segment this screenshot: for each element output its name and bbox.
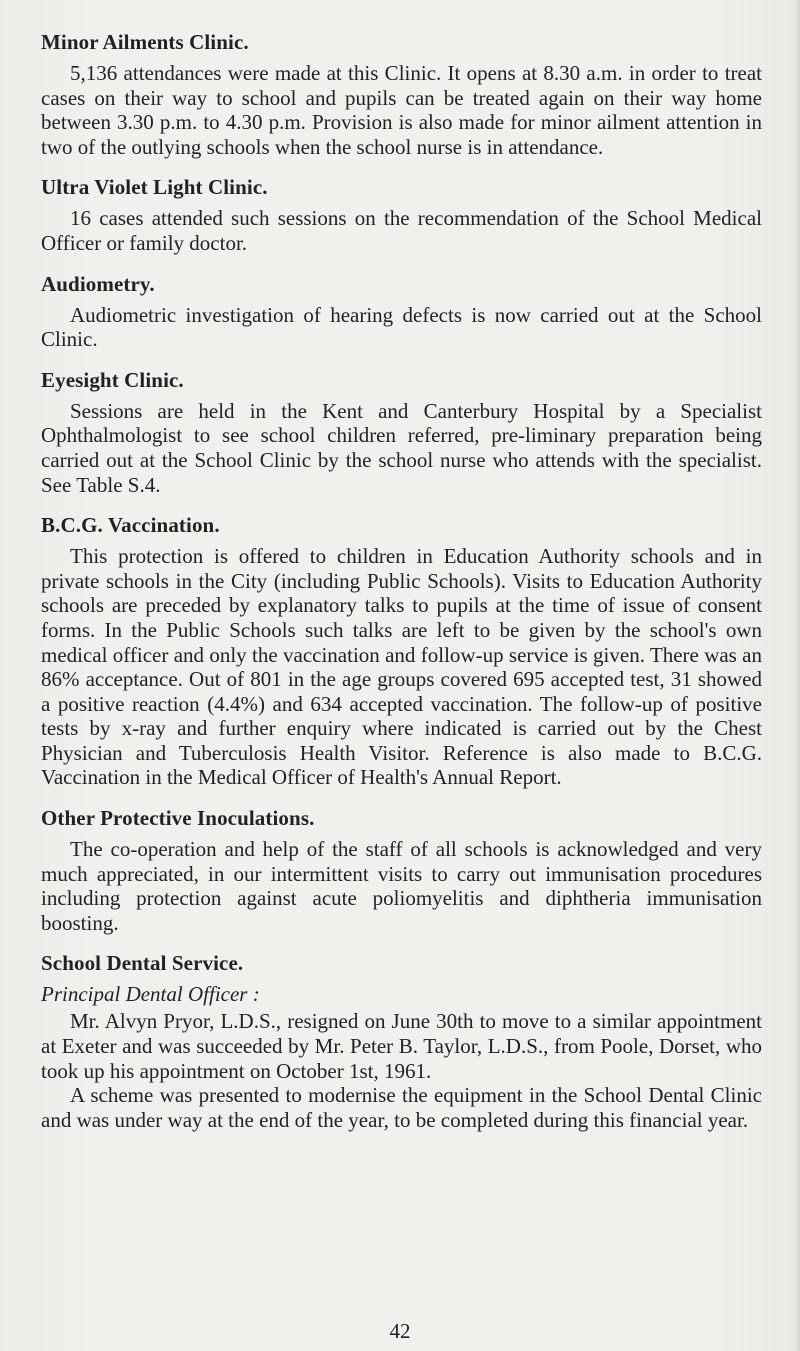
section-heading: B.C.G. Vaccination. [41, 513, 220, 538]
section-gap [41, 935, 762, 951]
section-gap [41, 497, 762, 513]
section-paragraph: 5,136 attendances were made at this Clinic. It opens at 8.30 a.m. in order to treat cases on their way to school and pupils can be treated again on their way home between 3.30 p.m. to 4.30 p.m. Provision is also made for minor ailment attention in two of the outlying schools when the school nurse is in attendance. [41, 61, 762, 159]
section-gap [41, 352, 762, 368]
section-paragraph: A scheme was presented to modernise the equipment in the School Dental Clinic and was under way at the end of the year, to be completed during this financial year. [41, 1083, 762, 1132]
section-paragraph: Audiometric investigation of hearing defects is now carried out at the School Clinic. [41, 302, 762, 352]
section-gap [41, 790, 762, 806]
page-edge-shadow [794, 0, 800, 1351]
section-minor-ailments-clinic [41, 30, 762, 159]
section-other-protective-inoculations [41, 806, 762, 935]
section-heading: Other Protective Inoculations. [41, 806, 315, 831]
section-heading: Audiometry. [41, 271, 155, 296]
page-number: 42 [389, 1319, 411, 1343]
section-gap [41, 256, 762, 272]
section-subheading: Principal Dental Officer : [41, 982, 260, 1007]
section-school-dental-service [41, 951, 762, 1132]
section-gap [41, 159, 762, 175]
section-paragraph: 16 cases attended such sessions on the recommendation of the School Medical Officer or family doctor. [41, 206, 762, 255]
section-ultra-violet-light-clinic [41, 175, 762, 255]
section-paragraph: Mr. Alvyn Pryor, L.D.S., resigned on June 30th to move to a similar appointment at Exeter and was succeeded by Mr. Peter B. Taylor, L.D.S., from Poole, Dorset, who took up his appointment on October 1st, 1961. [41, 1009, 762, 1083]
section-heading: School Dental Service. [41, 951, 244, 976]
section-heading: Eyesight Clinic. [41, 367, 184, 392]
section-heading: Minor Ailments Clinic. [41, 30, 249, 54]
section-paragraph: The co-operation and help of the staff of all schools is acknowledged and very much appreciated, in our intermittent visits to carry out immunisation procedures including protection against acute poliomyelitis and diphtheria immunisation boosting. [41, 837, 762, 935]
section-audiometry [41, 272, 762, 352]
section-eyesight-clinic [41, 368, 762, 497]
section-bcg-vaccination [41, 513, 762, 790]
section-heading: Ultra Violet Light Clinic. [41, 175, 268, 200]
section-paragraph: This protection is offered to children in Education Authority schools and in private schools in the City (including Public Schools). Visits to Education Authority schools are preceded by explanatory talks to pupils at the time of issue of consent forms. In the Public Schools such talks are left to be given by the school's own medical officer and only the vaccination and follow-up service is given. There was an 86% acceptance. Out of 801 in the age groups covered 695 accepted test, 31 showed a positive reaction (4.4%) and 634 accepted vaccination. The follow-up of positive tests by x-ray and further enquiry where indicated is carried out by the Chest Physician and Tuberculosis Health Visitor. Reference is also made to B.C.G. Vaccination in the Medical Officer of Health's Annual Report. [41, 544, 762, 790]
section-paragraph: Sessions are held in the Kent and Canterbury Hospital by a Specialist Ophthalmologist to see school children referred, pre-liminary preparation being carried out at the School Clinic by the school nurse who attends with the specialist. See Table S.4. [41, 398, 762, 497]
